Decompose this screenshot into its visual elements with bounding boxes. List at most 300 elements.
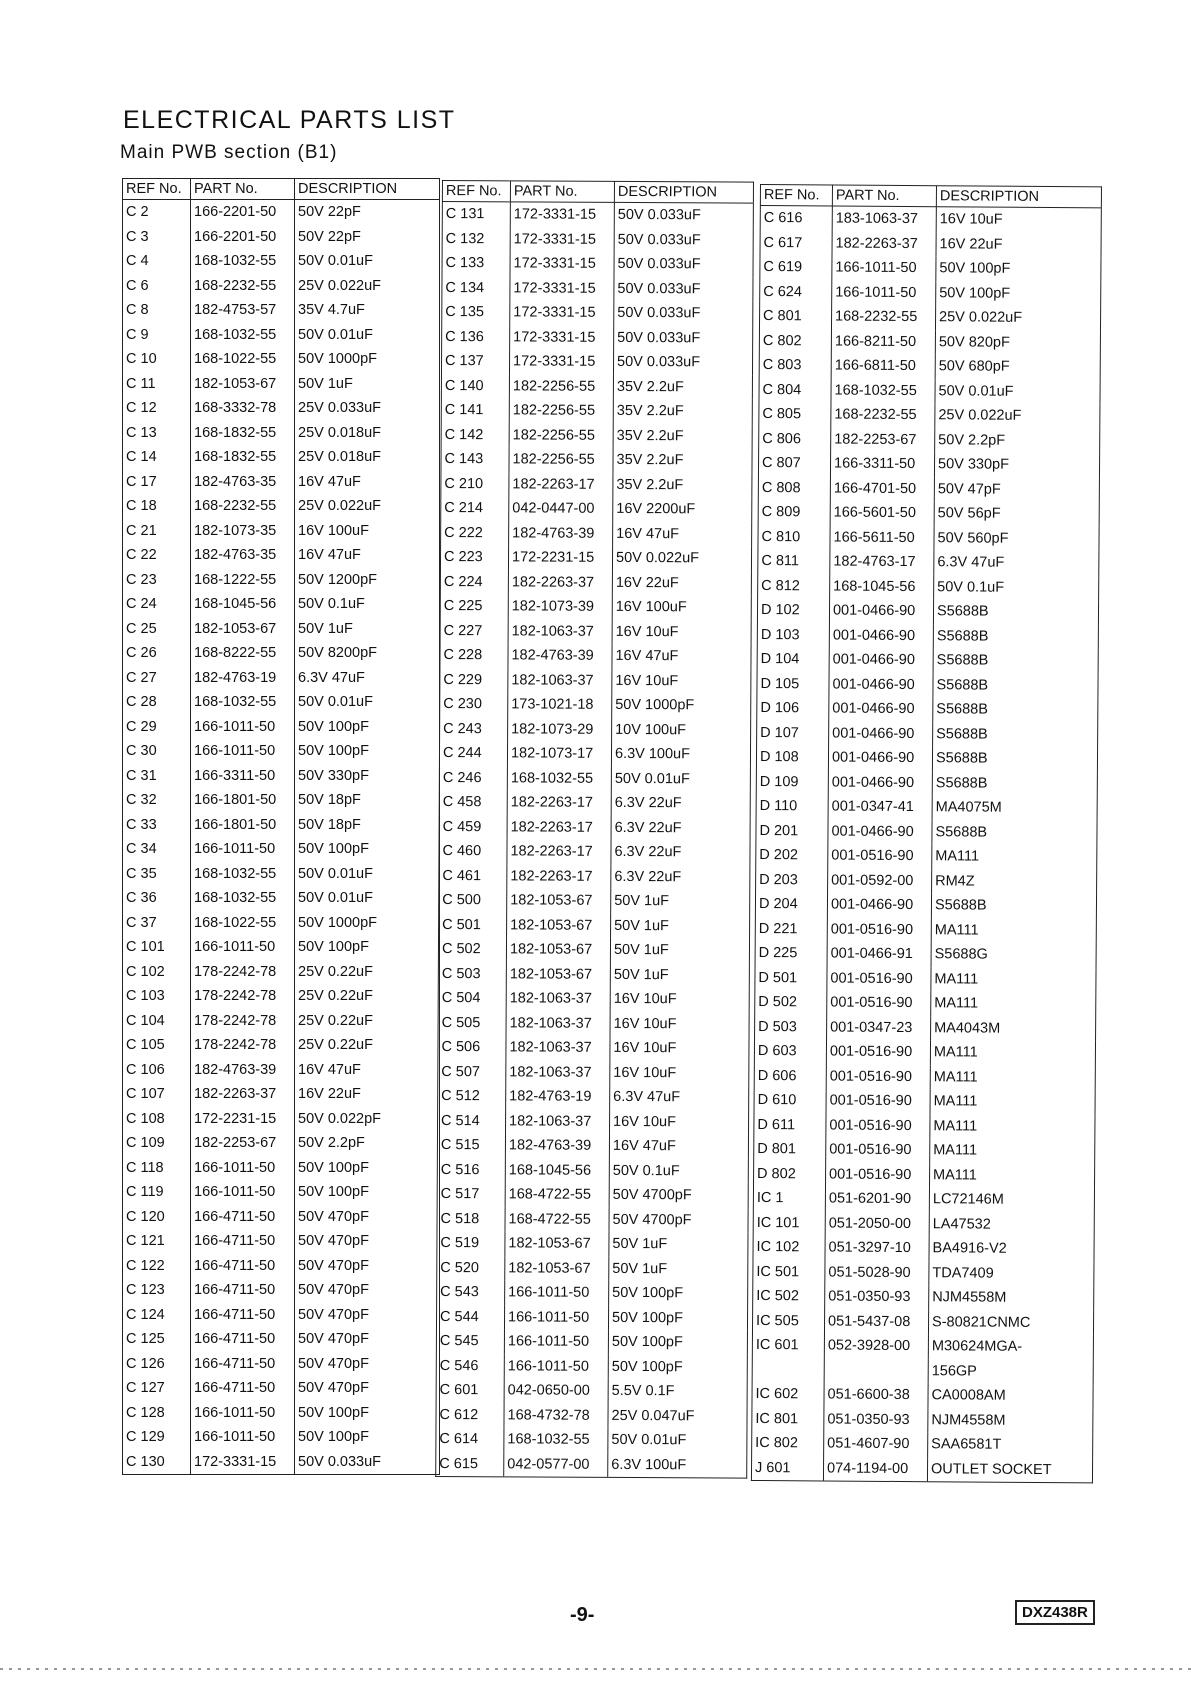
header-description: DESCRIPTION	[614, 181, 753, 203]
description-cell: NJM4558M	[932, 1289, 1007, 1306]
table-row	[439, 912, 750, 938]
description-cell: 25V 0.22uF	[298, 988, 373, 1005]
parts-table-3	[751, 184, 1102, 1483]
table-row	[123, 1058, 440, 1083]
ref-no-cell: C 119	[123, 1180, 191, 1205]
table-row	[123, 1278, 440, 1303]
description-cell: 6.3V 22uF	[614, 844, 682, 861]
ref-no-cell: C 133	[442, 251, 510, 276]
ref-no-cell: C 504	[438, 986, 506, 1011]
table-row	[752, 1357, 1093, 1384]
description-cell: 50V 0.1uF	[937, 578, 1005, 596]
part-no-cell: 182-2263-37	[832, 231, 936, 256]
part-no-cell: 182-4763-35	[191, 470, 295, 495]
ref-no-cell: C 28	[123, 690, 191, 715]
part-no-cell: 166-4711-50	[191, 1254, 295, 1279]
table-row	[755, 941, 1096, 968]
description-cell: 50V 100pF	[612, 1309, 684, 1327]
part-no-cell: 166-1011-50	[191, 837, 295, 862]
description-cell: 6.3V 22uF	[614, 868, 682, 886]
description-cell: 50V 470pF	[298, 1355, 369, 1372]
part-no-cell: 182-1053-67	[507, 888, 611, 913]
description-cell: 25V 0.018uF	[298, 424, 382, 441]
table-row	[757, 720, 1098, 747]
description-cell: 6.3V 22uF	[614, 819, 682, 837]
ref-no-cell: C 137	[441, 349, 509, 374]
description-cell: 50V 100pF	[298, 841, 369, 858]
ref-no-cell: C 244	[439, 741, 507, 766]
ref-no-cell: C 120	[123, 1205, 191, 1230]
table-row	[439, 863, 750, 889]
description-cell: 16V 10uF	[613, 991, 677, 1008]
description-cell: 50V 470pF	[298, 1331, 369, 1348]
part-no-cell: 168-1832-55	[191, 421, 295, 446]
table-row	[759, 328, 1100, 355]
table-row	[123, 1401, 440, 1426]
ref-no-cell: IC 505	[752, 1308, 824, 1333]
ref-no-cell: C 25	[123, 617, 191, 642]
part-no-cell: 166-3311-50	[830, 451, 934, 476]
ref-no-cell: C 615	[436, 1451, 504, 1476]
table-row	[437, 1157, 748, 1183]
table-row	[760, 280, 1101, 307]
part-no-cell: 182-1053-67	[191, 372, 295, 397]
ref-no-cell: C 810	[758, 524, 830, 549]
table-row	[438, 1059, 749, 1085]
description-cell: 16V 10uF	[615, 672, 679, 689]
part-no-cell: 182-2256-55	[509, 374, 613, 399]
table-row	[436, 1304, 747, 1330]
description-cell: 25V 0.022uF	[938, 407, 1022, 425]
table-row	[757, 647, 1098, 674]
table-row	[754, 1161, 1095, 1188]
ref-no-cell: C 612	[436, 1402, 504, 1427]
part-no-cell: 168-1032-55	[191, 323, 295, 348]
ref-no-cell: IC 1	[753, 1186, 825, 1211]
part-no-cell: 168-1045-56	[830, 574, 934, 599]
part-no-cell: 182-1053-67	[506, 937, 610, 962]
description-cell: 50V 1uF	[298, 620, 353, 637]
part-no-cell: 051-2050-00	[825, 1211, 929, 1236]
table-row	[123, 617, 440, 642]
part-no-cell: 166-1011-50	[191, 1180, 295, 1205]
table-row	[759, 377, 1100, 404]
part-no-cell: 182-1063-37	[506, 986, 610, 1011]
table-row	[754, 1112, 1095, 1139]
table-row	[440, 594, 751, 620]
description-cell: 6.3V 100uF	[614, 746, 691, 763]
ref-no-cell: C 106	[123, 1058, 191, 1083]
ref-no-cell: C 9	[123, 323, 191, 348]
part-no-cell: 182-4763-17	[830, 549, 934, 574]
ref-no-cell	[752, 1357, 824, 1382]
part-no-cell: 172-3331-15	[510, 202, 614, 228]
ref-no-cell: C 803	[759, 353, 831, 378]
table-row	[123, 764, 440, 789]
part-no-cell: 166-1011-50	[504, 1329, 608, 1354]
table-row	[755, 1014, 1096, 1041]
description-cell: M30624MGA-	[931, 1338, 1023, 1356]
table-row	[436, 1402, 747, 1428]
ref-no-cell: D 106	[757, 696, 829, 721]
description-cell: 25V 0.22uF	[298, 963, 373, 980]
ref-no-cell: D 204	[755, 892, 827, 917]
description-cell: 16V 47uF	[298, 473, 361, 490]
description-cell: 50V 0.033uF	[617, 256, 701, 273]
ref-no-cell: C 32	[123, 788, 191, 813]
description-cell: 35V 2.2uF	[616, 403, 684, 420]
ref-no-cell: C 101	[123, 935, 191, 960]
table-row	[437, 1206, 748, 1232]
section-subtitle: Main PWB section (B1)	[120, 142, 338, 163]
description-cell: 50V 18pF	[298, 816, 361, 833]
part-no-cell: 182-1063-37	[506, 1109, 610, 1134]
description-cell: 16V 22uF	[298, 1086, 361, 1103]
description-cell: 50V 560pF	[937, 529, 1009, 547]
description-cell: 10V 100uF	[615, 721, 687, 739]
part-no-cell: 182-2256-55	[509, 423, 613, 448]
ref-no-cell: C 616	[760, 206, 832, 232]
ref-no-cell: C 17	[123, 470, 191, 495]
description-cell: 6.3V 22uF	[614, 795, 682, 812]
table-row	[442, 202, 753, 229]
part-no-cell: 001-0466-90	[829, 623, 933, 648]
part-no-cell: 168-1032-55	[191, 862, 295, 887]
ref-no-cell: C 36	[123, 886, 191, 911]
part-no-cell: 001-0466-90	[829, 598, 933, 623]
table-row	[442, 276, 753, 302]
ref-no-cell: D 201	[756, 818, 828, 843]
part-no-cell: 166-4711-50	[191, 1352, 295, 1377]
part-no-cell: 182-1073-29	[508, 717, 612, 742]
description-cell: MA111	[935, 848, 980, 865]
part-no-cell: 182-1073-17	[507, 741, 611, 766]
header-part-no: PART No.	[832, 185, 936, 207]
description-cell: 50V 18pF	[298, 792, 361, 809]
part-no-cell: 051-5028-90	[825, 1260, 929, 1285]
table-row	[123, 543, 440, 568]
description-cell: 35V 2.2uF	[616, 427, 684, 445]
part-no-cell: 182-1053-67	[505, 1231, 609, 1256]
part-no-cell: 166-1011-50	[191, 1425, 295, 1450]
table-row	[123, 935, 440, 960]
table-row	[759, 353, 1100, 380]
description-cell: 50V 4700pF	[612, 1187, 692, 1204]
description-cell: 50V 100pF	[612, 1285, 684, 1302]
description-cell: 50V 56pF	[937, 505, 1001, 522]
ref-no-cell: D 203	[756, 867, 828, 892]
table-row	[441, 520, 752, 546]
part-no-cell: 172-2231-15	[191, 1107, 295, 1132]
table-row	[123, 715, 440, 740]
table-row	[756, 818, 1097, 845]
ref-no-cell: J 601	[751, 1455, 823, 1481]
table-row	[123, 1180, 440, 1205]
page-number: -9-	[570, 1604, 595, 1626]
part-no-cell: 178-2242-78	[191, 984, 295, 1009]
part-no-cell: 166-8211-50	[831, 329, 935, 354]
table-row	[123, 739, 440, 764]
ref-no-cell: C 140	[441, 373, 509, 398]
table-row	[436, 1353, 747, 1379]
table-row	[754, 1063, 1095, 1090]
ref-no-cell: IC 601	[752, 1333, 824, 1358]
ref-no-cell: C 809	[758, 500, 830, 525]
part-no-cell: 168-1032-55	[191, 886, 295, 911]
ref-no-cell: C 515	[437, 1133, 505, 1158]
ref-no-cell: C 126	[123, 1352, 191, 1377]
table-row	[760, 206, 1101, 233]
part-no-cell: 051-4607-90	[824, 1431, 928, 1456]
table-row	[752, 1308, 1093, 1335]
part-no-cell: 051-0350-93	[824, 1407, 928, 1432]
part-no-cell: 182-1053-67	[506, 962, 610, 987]
table-row	[436, 1427, 747, 1453]
part-no-cell: 183-1063-37	[832, 206, 936, 232]
table-row	[755, 965, 1096, 992]
table-row	[123, 1303, 440, 1328]
part-no-cell: 178-2242-78	[191, 960, 295, 985]
part-no-cell: 074-1194-00	[823, 1456, 927, 1482]
description-cell: 35V 2.2uF	[616, 378, 684, 396]
table-row	[439, 814, 750, 840]
description-cell: 25V 0.033uF	[298, 400, 382, 417]
part-no-cell: 001-0516-90	[827, 990, 931, 1015]
table-row	[756, 745, 1097, 772]
table-row	[123, 494, 440, 519]
ref-no-cell: D 104	[757, 647, 829, 672]
description-cell: OUTLET SOCKET	[930, 1460, 1052, 1478]
ref-no-cell: C 230	[440, 692, 508, 717]
part-no-cell: 001-0516-90	[826, 1137, 930, 1162]
table-row	[442, 227, 753, 253]
description-cell: 50V 470pF	[298, 1282, 369, 1299]
part-no-cell: 166-1011-50	[832, 280, 936, 305]
ref-no-cell: IC 101	[753, 1210, 825, 1235]
part-no-cell: 001-0466-90	[829, 696, 933, 721]
header-ref-no: REF No.	[123, 179, 191, 200]
description-cell: 50V 0.033uF	[298, 1453, 382, 1470]
ref-no-cell: D 503	[755, 1014, 827, 1039]
table-row	[123, 862, 440, 887]
ref-no-cell: IC 502	[753, 1284, 825, 1309]
part-no-cell: 182-2263-17	[507, 839, 611, 864]
table-row	[442, 300, 753, 326]
part-no-cell: 178-2242-78	[191, 1009, 295, 1034]
ref-no-cell: C 21	[123, 519, 191, 544]
table-row	[123, 1352, 440, 1377]
table-row	[436, 1378, 747, 1404]
description-cell: 50V 100pF	[611, 1358, 683, 1376]
ref-no-cell: C 123	[123, 1278, 191, 1303]
table-row	[751, 1455, 1092, 1482]
description-cell: 5.5V 0.1F	[611, 1383, 675, 1400]
part-no-cell: 001-0516-90	[826, 1039, 930, 1064]
table-row	[123, 984, 440, 1009]
part-no-cell: 182-2253-67	[831, 427, 935, 452]
ref-no-cell: C 12	[123, 396, 191, 421]
table-row	[123, 1033, 440, 1058]
table-row	[753, 1210, 1094, 1237]
table-row	[437, 1133, 748, 1159]
ref-no-cell: C 228	[440, 643, 508, 668]
table-row	[123, 813, 440, 838]
ref-no-cell: D 801	[754, 1137, 826, 1162]
part-no-cell: 001-0466-90	[829, 647, 933, 672]
description-cell: S5688B	[935, 750, 988, 767]
description-cell: 50V 1200pF	[298, 571, 378, 588]
table-row	[123, 886, 440, 911]
part-no-cell: 182-1053-67	[507, 913, 611, 938]
description-cell: 16V 10uF	[613, 1064, 677, 1081]
part-no-cell: 178-2242-78	[191, 1033, 295, 1058]
part-no-cell: 168-1045-56	[505, 1158, 609, 1183]
part-no-cell: 001-0516-90	[826, 1162, 930, 1187]
ref-no-cell: D 202	[756, 843, 828, 868]
description-cell: MA4043M	[934, 1019, 1001, 1037]
ref-no-cell: C 23	[123, 568, 191, 593]
ref-no-cell: C 31	[123, 764, 191, 789]
ref-no-cell: C 543	[437, 1280, 505, 1305]
description-cell: S5688B	[936, 701, 988, 718]
table-row	[123, 396, 440, 421]
table-row	[758, 524, 1099, 551]
ref-no-cell: C 458	[439, 790, 507, 815]
ref-no-cell: C 11	[123, 372, 191, 397]
parts-table-body	[123, 200, 440, 1475]
ref-no-cell: C 506	[438, 1035, 506, 1060]
description-cell: 50V 100pF	[939, 260, 1011, 277]
table-row	[441, 496, 752, 522]
description-cell: S5688B	[935, 823, 988, 841]
part-no-cell: 172-3331-15	[509, 349, 613, 374]
table-row	[123, 249, 440, 274]
description-cell: 50V 0.01uF	[611, 1432, 687, 1449]
ref-no-cell: IC 501	[753, 1259, 825, 1284]
ref-no-cell: C 13	[123, 421, 191, 446]
table-row	[440, 716, 751, 742]
description-cell: S-80821CNMC	[932, 1313, 1031, 1331]
table-row	[753, 1284, 1094, 1311]
ref-no-cell: C 128	[123, 1401, 191, 1426]
part-no-cell: 168-1832-55	[191, 445, 295, 470]
table-row	[123, 200, 440, 225]
part-no-cell: 166-4711-50	[191, 1229, 295, 1254]
ref-no-cell: C 227	[440, 618, 508, 643]
description-cell: 50V 100pF	[298, 1159, 369, 1176]
description-cell: 25V 0.022uF	[939, 309, 1023, 327]
part-no-cell: 172-3331-15	[510, 300, 614, 325]
description-cell: MA111	[934, 970, 979, 988]
ref-no-cell: C 811	[758, 549, 830, 574]
ref-no-cell: C 10	[123, 347, 191, 372]
ref-no-cell: C 545	[436, 1329, 504, 1354]
table-row	[757, 696, 1098, 723]
table-row	[439, 765, 750, 791]
ref-no-cell: C 35	[123, 862, 191, 887]
part-no-cell: 166-5611-50	[830, 525, 934, 550]
table-row	[442, 251, 753, 277]
model-badge: DXZ438R	[1015, 1600, 1095, 1625]
ref-no-cell: C 546	[436, 1353, 504, 1378]
ref-no-cell: C 516	[437, 1157, 505, 1182]
table-row	[439, 741, 750, 767]
description-cell: 50V 100pF	[298, 1429, 369, 1446]
part-no-cell: 168-3332-78	[191, 396, 295, 421]
table-row	[123, 347, 440, 372]
description-cell: RM4Z	[935, 872, 975, 890]
ref-no-cell: C 229	[440, 667, 508, 692]
description-cell: 50V 100pF	[611, 1334, 683, 1351]
part-no-cell: 001-0516-90	[826, 1064, 930, 1089]
description-cell: MA111	[934, 921, 979, 939]
table-row	[757, 622, 1098, 649]
ref-no-cell: IC 801	[752, 1406, 824, 1431]
description-cell: 16V 100uF	[298, 522, 369, 539]
part-no-cell: 001-0466-91	[827, 941, 931, 966]
page-title: ELECTRICAL PARTS LIST	[123, 106, 456, 134]
part-no-cell: 166-5601-50	[830, 500, 934, 525]
ref-no-cell: C 505	[438, 1010, 506, 1035]
part-no-cell: 001-0466-90	[828, 745, 932, 770]
ref-no-cell: C 131	[442, 202, 510, 227]
description-cell: 50V 0.033uF	[617, 354, 701, 371]
description-cell: 16V 10uF	[939, 211, 1003, 228]
description-cell: 50V 47pF	[937, 480, 1001, 498]
part-no-cell: 168-1022-55	[191, 911, 295, 936]
description-cell: NJM4558M	[931, 1411, 1006, 1429]
description-cell: 50V 330pF	[937, 456, 1010, 473]
part-no-cell: 001-0347-41	[828, 794, 932, 819]
table-row	[437, 1255, 748, 1281]
table-row	[123, 837, 440, 862]
table-row	[123, 960, 440, 985]
table-row	[439, 839, 750, 865]
part-no-cell: 182-1063-37	[506, 1011, 610, 1036]
part-no-cell: 166-2201-50	[191, 225, 295, 250]
ref-no-cell: C 135	[442, 300, 510, 325]
table-row	[758, 500, 1099, 527]
part-no-cell: 166-1011-50	[191, 1401, 295, 1426]
table-row	[438, 1108, 749, 1134]
table-row	[753, 1259, 1094, 1286]
description-cell: 50V 4700pF	[612, 1211, 692, 1229]
part-no-cell: 001-0516-90	[826, 1113, 930, 1138]
table-row	[440, 643, 751, 669]
ref-no-cell: C 246	[439, 765, 507, 790]
part-no-cell: 182-2263-37	[191, 1082, 295, 1107]
description-cell: 50V 330pF	[298, 767, 369, 784]
description-cell: 50V 470pF	[298, 1306, 369, 1323]
table-row	[759, 304, 1100, 331]
description-cell: MA111	[933, 1093, 978, 1110]
ref-no-cell: C 225	[440, 594, 508, 619]
description-cell: 50V 1uF	[612, 1260, 668, 1277]
table-row	[758, 475, 1099, 502]
part-no-cell: 168-1032-55	[191, 249, 295, 274]
table-row	[123, 1425, 440, 1450]
part-no-cell: 166-1011-50	[832, 256, 936, 281]
ref-no-cell: C 27	[123, 666, 191, 691]
part-no-cell: 182-1073-39	[508, 594, 612, 619]
ref-no-cell: IC 602	[752, 1382, 824, 1407]
description-cell: 50V 100pF	[298, 1184, 369, 1201]
table-row	[441, 349, 752, 375]
part-no-cell: 182-1053-67	[191, 617, 295, 642]
part-no-cell: 168-2232-55	[191, 494, 295, 519]
table-row	[438, 1010, 749, 1036]
description-cell: 50V 0.01uF	[298, 694, 373, 711]
